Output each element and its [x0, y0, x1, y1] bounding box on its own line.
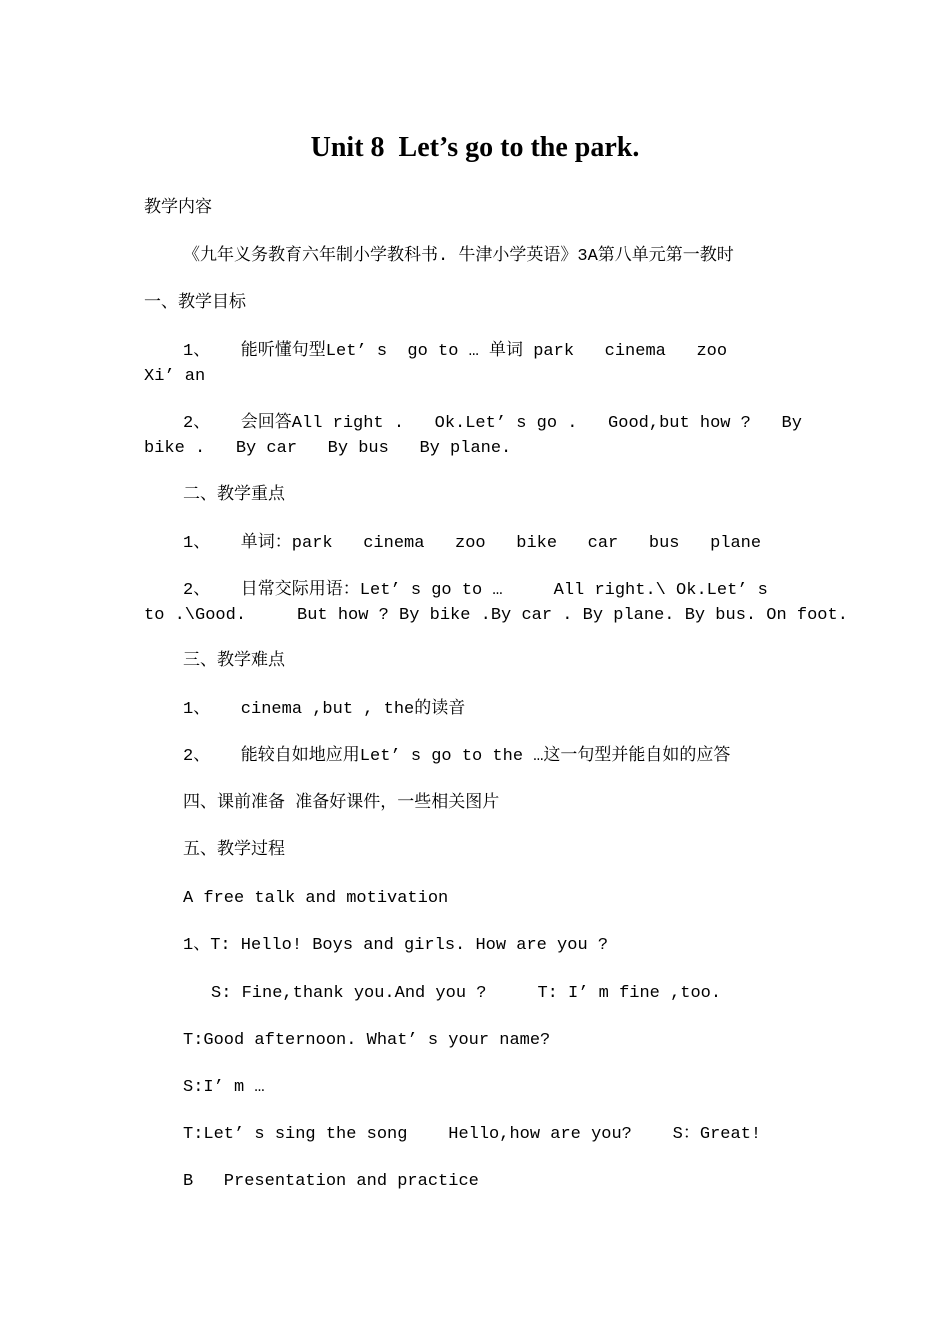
dialog-5: T:Let’ s sing the song Hello,how are you? S：Great!: [183, 1125, 762, 1144]
process-heading: 五、教学过程: [183, 841, 285, 860]
goal-2-line1: 2、 会回答All right . Ok.Let’ s go . Good,but how ? By: [183, 414, 802, 433]
difficult-1: 1、 cinema ,but , the的读音: [183, 700, 466, 719]
goals-heading: 一、教学目标: [144, 294, 246, 313]
prep-heading: 四、课前准备 准备好课件，一些相关图片: [183, 794, 500, 813]
dialog-3: T:Good afternoon. What’ s your name?: [183, 1031, 551, 1050]
key-heading: 二、教学重点: [183, 486, 285, 505]
dialog-4: S:I’ m …: [183, 1078, 265, 1097]
goal-1-line2: Xi’ an: [144, 367, 206, 386]
key-2-line1: 2、 日常交际用语：Let’ s go to … All right.\ Ok.Let’ s: [183, 581, 768, 600]
content-text: 《九年义务教育六年制小学教科书. 牛津小学英语》3A第八单元第一教时: [183, 247, 734, 266]
dialog-1: 1、T: Hello! Boys and girls. How are you ?: [183, 936, 609, 955]
goal-1-line1: 1、 能听懂句型Let’ s go to … 单词 park cinema zoo: [183, 342, 728, 361]
difficult-heading: 三、教学难点: [183, 652, 285, 671]
step-b: B Presentation and practice: [183, 1172, 479, 1191]
difficult-2: 2、 能较自如地应用Let’ s go to the …这一句型并能自如的应答: [183, 747, 731, 766]
document-title: Unit 8 Let’s go to the park.: [310, 132, 640, 163]
content-heading: 教学内容: [144, 199, 212, 218]
key-1: 1、 单词：park cinema zoo bike car bus plane: [183, 534, 762, 553]
goal-2-line2: bike . By car By bus By plane.: [144, 439, 512, 458]
dialog-2: S: Fine,thank you.And you ? T: I’ m fine ,too.: [211, 984, 722, 1003]
step-a: A free talk and motivation: [183, 889, 449, 908]
key-2-line2: to .\Good. But how ? By bike .By car . By plane. By bus. On foot.: [144, 606, 848, 625]
